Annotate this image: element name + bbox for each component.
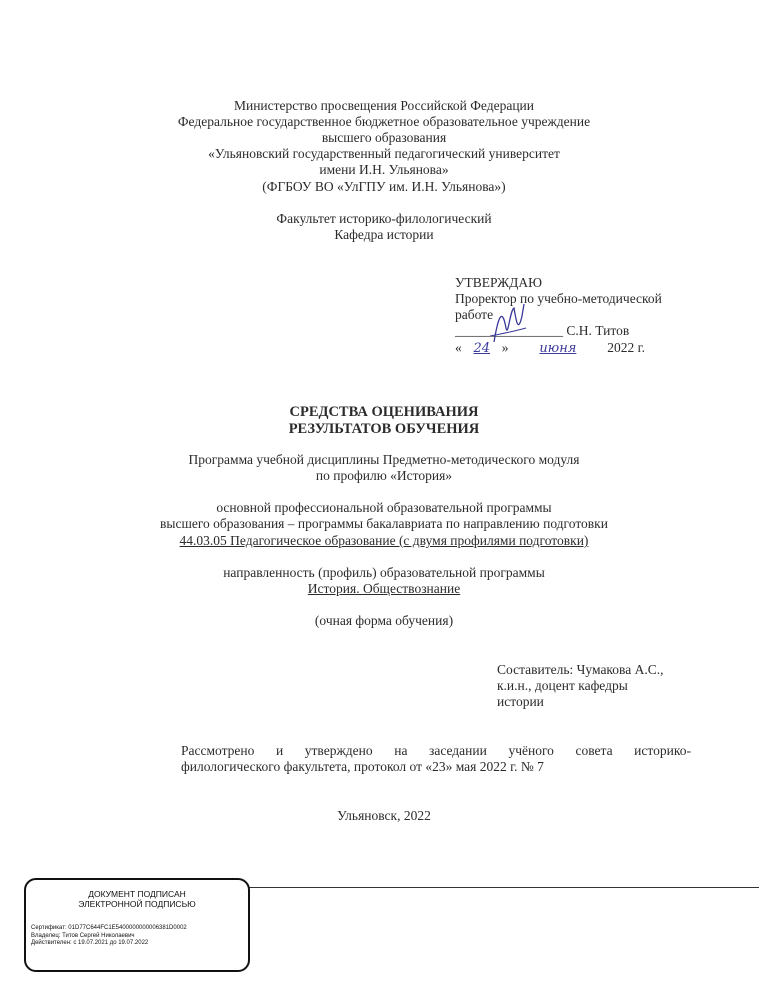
signature-blank-line: ________________ — [455, 323, 563, 338]
program-line1: Программа учебной дисциплины Предметно-методического модуля — [188, 452, 580, 467]
author-line3: истории — [497, 694, 544, 709]
program-profile: История. Обществознание — [307, 581, 461, 596]
handwritten-signature — [488, 298, 528, 348]
author-line2: к.и.н., доцент кафедры — [497, 678, 628, 693]
stamp-heading1: ДОКУМЕНТ ПОДПИСАН — [88, 889, 186, 899]
review-line2: филологического факультета, протокол от «23» мая 2022 г. № 7 — [181, 759, 544, 774]
approver-name: С.Н. Титов — [566, 323, 630, 338]
document-title-line1: СРЕДСТВА ОЦЕНИВАНИЯ — [289, 404, 479, 420]
institution-type-line: Федеральное государственное бюджетное образовательное учреждение — [177, 114, 591, 129]
review-word: совета — [575, 743, 613, 758]
review-word: на — [394, 743, 408, 758]
review-word: Рассмотрено — [181, 743, 255, 758]
program-line2: по профилю «История» — [315, 468, 453, 483]
document-title-line2: РЕЗУЛЬТАТОВ ОБУЧЕНИЯ — [288, 421, 480, 437]
review-word: и — [275, 743, 284, 758]
program-line4: высшего образования – программы бакалавриата по направлению подготовки — [160, 516, 608, 531]
review-word: учёного — [508, 743, 554, 758]
review-line1 — [181, 743, 691, 759]
stamp-heading2: ЭЛЕКТРОННОЙ ПОДПИСЬЮ — [78, 899, 196, 909]
date-open-quote: « — [455, 340, 462, 355]
approval-day: 24 — [473, 341, 491, 356]
review-word: заседании — [429, 743, 487, 758]
city-year: Ульяновск, 2022 — [337, 808, 431, 823]
program-line3: основной профессиональной образовательной программы — [216, 500, 552, 515]
approver-name-row — [455, 323, 629, 339]
faculty-line: Факультет историко-филологический — [276, 211, 492, 226]
approval-year: 2022 г. — [607, 340, 646, 355]
education-level-line: высшего образования — [321, 130, 447, 145]
approval-date-row — [455, 340, 645, 357]
university-name-line: имени И.Н. Ульянова» — [319, 162, 449, 177]
electronic-signature-stamp — [24, 878, 250, 972]
department-line: Кафедра истории — [334, 227, 434, 242]
abbreviation-line: (ФГБОУ ВО «УлГПУ им. И.Н. Ульянова») — [262, 179, 506, 194]
stamp-certificate: Сертификат: 01D77C644FC1E5400000000006381D0002 — [31, 925, 187, 931]
review-word: историко- — [634, 743, 691, 758]
program-direction: 44.03.05 Педагогическое образование (с двумя профилями подготовки) — [179, 533, 589, 548]
approval-month: июня — [539, 341, 577, 356]
program-line6: направленность (профиль) образовательной программы — [223, 565, 545, 580]
university-line: «Ульяновский государственный педагогический университет — [208, 146, 560, 161]
approve-heading: УТВЕРЖДАЮ — [455, 275, 543, 290]
ministry-line: Министерство просвещения Российской Федерации — [233, 98, 535, 113]
date-close-quote: » — [501, 340, 509, 355]
stamp-owner: Владелец: Титов Сергей Николаевич — [31, 932, 135, 939]
study-form-line: (очная форма обучения) — [314, 613, 454, 628]
review-word: утверждено — [304, 743, 373, 758]
author-line1: Составитель: Чумакова А.С., — [497, 662, 664, 677]
approver-position-line1: Проректор по учебно-методической — [455, 291, 662, 306]
footer-divider — [246, 887, 759, 888]
stamp-validity: Действителен: с 19.07.2021 до 19.07.2022 — [31, 940, 149, 946]
approver-position-line2: работе — [455, 307, 494, 322]
